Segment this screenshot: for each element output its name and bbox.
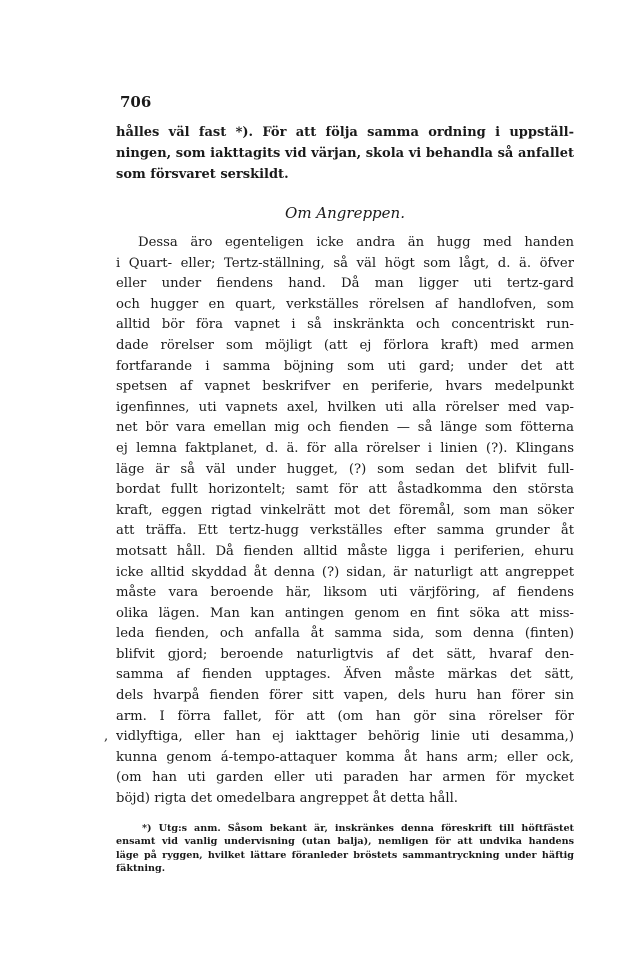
body-line: Dessa äro egenteligen icke andra än hugg med handen [138, 235, 574, 250]
body-line: läge är så väl under hugget, (?) som sedan det blifvit full- [116, 461, 574, 477]
body-line: motsatt håll. Då fienden alltid måste ligga i periferien, ehuru [116, 543, 574, 559]
footnote-line: läge på ryggen, hvilket lättare föranleder bröstets sammantryckning under häftig [116, 849, 574, 861]
body-line: vidlyftiga, eller han ej iakttager behörig linie uti desamma,) [116, 729, 574, 745]
body-line: kraft, eggen rigtad vinkelrätt mot det föremål, som man söker [116, 502, 574, 518]
body-line: net bör vara emellan mig och fienden — så länge som fötterna [116, 420, 574, 436]
body-block [104, 233, 574, 810]
body-line: måste vara beroende här, liksom uti värjföring, af fiendens [116, 585, 574, 601]
body-line: samma af fienden upptages. Äfven måste märkas det sätt, [116, 667, 574, 683]
body-line: böjd) rigta det omedelbara angreppet åt detta håll. [116, 791, 458, 807]
intro-line: hålles väl fast *). För att följa samma ordning i uppställ- [116, 125, 574, 140]
body-line: arm. I förra fallet, för att (om han gör sina rörelser för [116, 708, 574, 724]
intro-paragraph [116, 122, 574, 185]
body-line: dels hvarpå fienden förer sitt vapen, dels huru han förer sin [116, 688, 574, 704]
body-line: eller under fiendens hand. Då man ligger uti tertz-gard [116, 276, 574, 292]
body-line: (om han uti garden eller uti paraden har armen för mycket [116, 770, 574, 786]
body-line: spetsen af vapnet beskrifver en periferie, hvars medelpunkt [116, 379, 574, 395]
intro-line: ningen, som iakttagits vid värjan, skola vi behandla så anfallet [116, 146, 574, 161]
body-line: kunna genom á-tempo-attaquer komma åt hans arm; eller ock, [116, 749, 574, 765]
body-line: alltid bör föra vapnet i så inskränkta och concentriskt run- [116, 317, 574, 333]
section-heading: Om Angreppen. [285, 204, 405, 222]
footnote-line: *) Utg:s anm. Såsom bekant är, inskränkes denna föreskrift till höftfästet [142, 822, 574, 834]
body-line: icke alltid skyddad åt denna (?) sidan, är naturligt att angreppet [116, 564, 574, 580]
footnote-line: fäktning. [116, 863, 166, 875]
body-line: leda fienden, och anfalla åt samma sida, som denna (finten) [116, 626, 574, 642]
margin-mark: , [104, 729, 109, 744]
body-line: i Quart- eller; Tertz-ställning, så väl högt som lågt, d. ä. öfver [116, 255, 574, 271]
body-line: igenfinnes, uti vapnets axel, hvilken uti alla rörelser med vap- [116, 399, 574, 415]
footnote-line: ensamt vid vanlig undervisning (utan balja), nemligen för att undvika handens [116, 836, 574, 848]
body-line: blifvit gjord; beroende naturligtvis af det sätt, hvaraf den- [116, 646, 574, 662]
footnote [116, 822, 574, 876]
body-line: bordat fullt horizontelt; samt för att åstadkomma den största [116, 482, 574, 498]
body-line: ej lemna faktplanet, d. ä. för alla rörelser i linien (?). Klingans [116, 440, 574, 456]
body-line: och hugger en quart, verkställes rörelsen af handlofven, som [116, 296, 574, 312]
book-page [104, 92, 574, 876]
body-paragraph [116, 233, 574, 810]
intro-line: som försvaret serskildt. [116, 167, 289, 182]
body-line: fortfarande i samma böjning som uti gard; under det att [116, 358, 574, 374]
body-line: att träffa. Ett tertz-hugg verkställes efter samma grunder åt [116, 523, 574, 539]
body-line: dade rörelser som möjligt (att ej förlora kraft) med armen [116, 337, 574, 353]
body-line: olika lägen. Man kan antingen genom en fint söka att miss- [116, 605, 574, 621]
page-number: 706 [120, 93, 152, 111]
